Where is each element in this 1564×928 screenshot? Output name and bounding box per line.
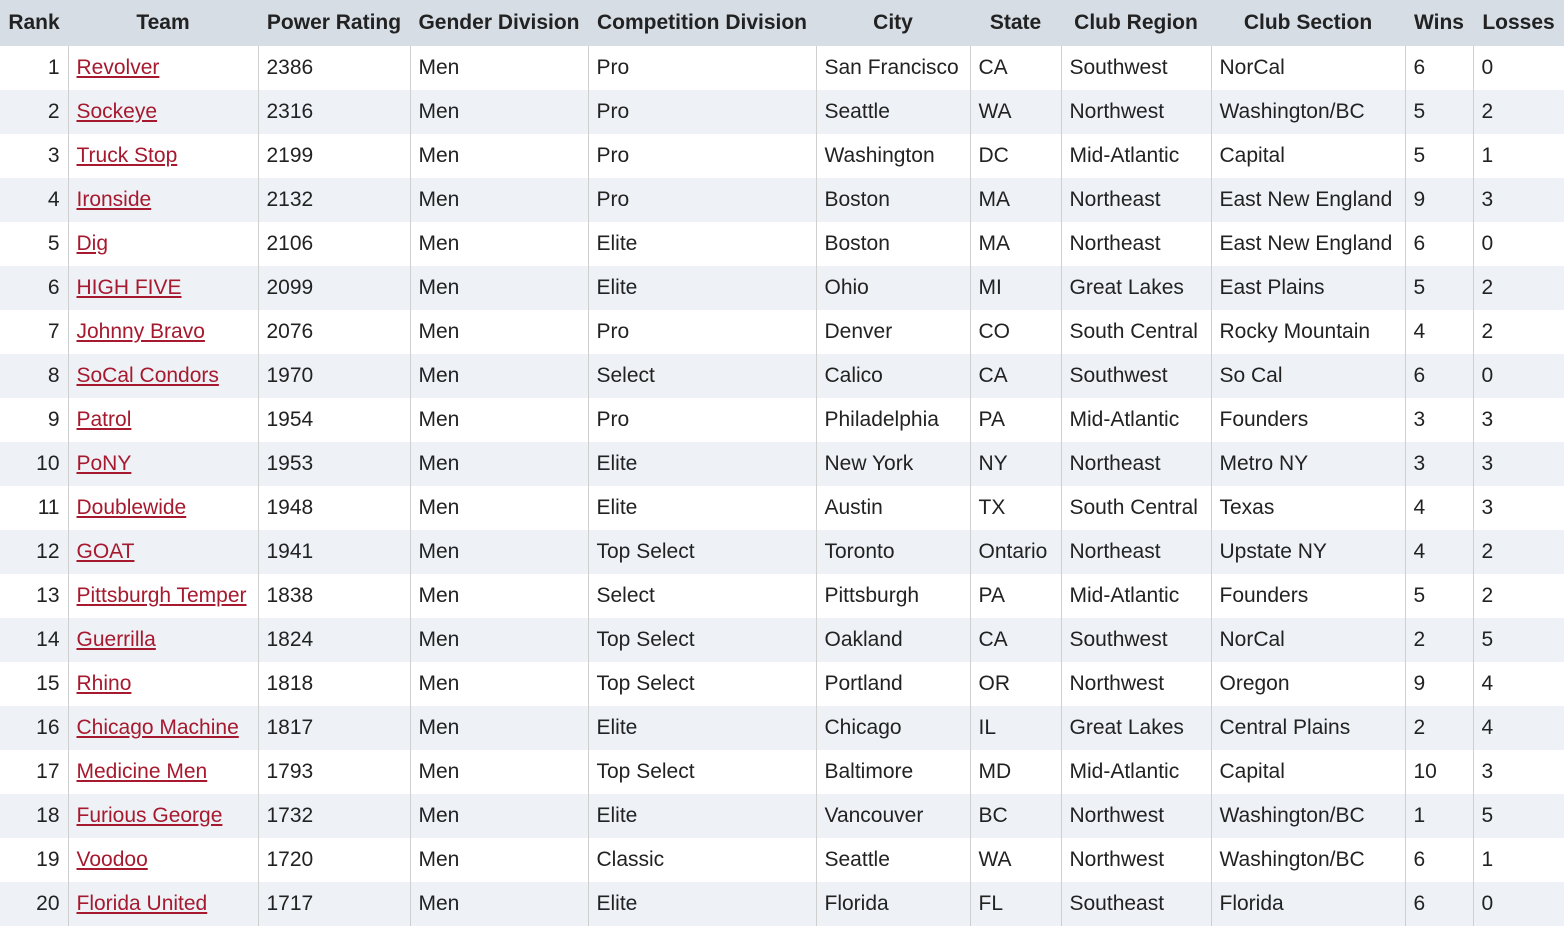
state-cell: MI <box>970 266 1061 310</box>
losses-cell: 3 <box>1473 486 1564 530</box>
team-link[interactable]: PoNY <box>76 452 132 475</box>
gender-division-cell: Men <box>410 442 588 486</box>
power-rating-cell: 2386 <box>258 46 410 90</box>
rank-cell: 8 <box>0 354 68 398</box>
club-section-cell: Upstate NY <box>1211 530 1405 574</box>
state-cell: IL <box>970 706 1061 750</box>
club-region-cell: Southwest <box>1061 618 1211 662</box>
rank-cell: 18 <box>0 794 68 838</box>
competition-division-cell: Elite <box>588 794 816 838</box>
losses-cell: 1 <box>1473 134 1564 178</box>
team-link[interactable]: Guerrilla <box>76 628 156 651</box>
table-row <box>0 178 1564 222</box>
rank-cell: 3 <box>0 134 68 178</box>
wins-cell: 6 <box>1405 46 1473 90</box>
power-rating-cell: 1954 <box>258 398 410 442</box>
table-row <box>0 750 1564 794</box>
team-cell <box>68 266 258 310</box>
gender-division-cell: Men <box>410 882 588 926</box>
team-link[interactable]: Rhino <box>76 672 132 695</box>
competition-division-cell: Select <box>588 354 816 398</box>
rank-cell: 11 <box>0 486 68 530</box>
club-section-cell: East Plains <box>1211 266 1405 310</box>
club-region-cell: Mid-Atlantic <box>1061 134 1211 178</box>
competition-division-cell: Select <box>588 574 816 618</box>
power-rating-cell: 2099 <box>258 266 410 310</box>
state-cell: DC <box>970 134 1061 178</box>
team-link[interactable]: Patrol <box>76 408 132 431</box>
city-cell: Philadelphia <box>816 398 970 442</box>
gender-division-cell: Men <box>410 46 588 90</box>
column-header-team[interactable]: Team <box>68 0 258 46</box>
competition-division-cell: Elite <box>588 442 816 486</box>
competition-division-cell: Elite <box>588 222 816 266</box>
losses-cell: 3 <box>1473 750 1564 794</box>
power-rating-cell: 2316 <box>258 90 410 134</box>
club-section-cell: East New England <box>1211 178 1405 222</box>
gender-division-cell: Men <box>410 354 588 398</box>
gender-division-cell: Men <box>410 706 588 750</box>
table-row <box>0 398 1564 442</box>
city-cell: Seattle <box>816 90 970 134</box>
club-region-cell: Northeast <box>1061 442 1211 486</box>
power-rating-cell: 1824 <box>258 618 410 662</box>
city-cell: Ohio <box>816 266 970 310</box>
team-cell <box>68 662 258 706</box>
losses-cell: 3 <box>1473 178 1564 222</box>
competition-division-cell: Pro <box>588 178 816 222</box>
club-region-cell: Northwest <box>1061 90 1211 134</box>
competition-division-cell: Top Select <box>588 530 816 574</box>
state-cell: FL <box>970 882 1061 926</box>
competition-division-cell: Elite <box>588 706 816 750</box>
header-row <box>0 0 1564 46</box>
team-link[interactable]: Voodoo <box>76 848 148 871</box>
competition-division-cell: Pro <box>588 46 816 90</box>
losses-cell: 0 <box>1473 46 1564 90</box>
wins-cell: 3 <box>1405 442 1473 486</box>
wins-cell: 10 <box>1405 750 1473 794</box>
table-row <box>0 310 1564 354</box>
rank-cell: 14 <box>0 618 68 662</box>
wins-cell: 6 <box>1405 838 1473 882</box>
team-cell <box>68 134 258 178</box>
competition-division-cell: Pro <box>588 134 816 178</box>
city-cell: Denver <box>816 310 970 354</box>
column-header-competition-division[interactable]: Competition Division <box>588 0 816 46</box>
gender-division-cell: Men <box>410 794 588 838</box>
team-cell <box>68 310 258 354</box>
state-cell: NY <box>970 442 1061 486</box>
state-cell: Ontario <box>970 530 1061 574</box>
team-cell <box>68 354 258 398</box>
table-row <box>0 706 1564 750</box>
rank-cell: 15 <box>0 662 68 706</box>
wins-cell: 5 <box>1405 134 1473 178</box>
power-rating-cell: 1720 <box>258 838 410 882</box>
power-rating-cell: 1948 <box>258 486 410 530</box>
state-cell: MA <box>970 178 1061 222</box>
losses-cell: 1 <box>1473 838 1564 882</box>
club-region-cell: Northeast <box>1061 530 1211 574</box>
wins-cell: 4 <box>1405 486 1473 530</box>
wins-cell: 4 <box>1405 310 1473 354</box>
table-header <box>0 0 1564 46</box>
team-link[interactable]: Doublewide <box>76 496 187 519</box>
losses-cell: 3 <box>1473 398 1564 442</box>
club-section-cell: So Cal <box>1211 354 1405 398</box>
table-row <box>0 574 1564 618</box>
wins-cell: 2 <box>1405 706 1473 750</box>
gender-division-cell: Men <box>410 134 588 178</box>
column-header-city[interactable]: City <box>816 0 970 46</box>
column-header-state[interactable]: State <box>970 0 1061 46</box>
city-cell: Vancouver <box>816 794 970 838</box>
table-row <box>0 134 1564 178</box>
losses-cell: 2 <box>1473 574 1564 618</box>
team-cell <box>68 530 258 574</box>
table-row <box>0 662 1564 706</box>
rank-cell: 12 <box>0 530 68 574</box>
gender-division-cell: Men <box>410 838 588 882</box>
club-region-cell: Northeast <box>1061 222 1211 266</box>
table-body <box>0 46 1564 926</box>
wins-cell: 5 <box>1405 574 1473 618</box>
state-cell: OR <box>970 662 1061 706</box>
team-link[interactable]: Medicine Men <box>76 760 208 783</box>
table-row <box>0 354 1564 398</box>
gender-division-cell: Men <box>410 90 588 134</box>
team-cell <box>68 618 258 662</box>
team-cell <box>68 178 258 222</box>
rank-cell: 5 <box>0 222 68 266</box>
team-link[interactable]: GOAT <box>76 540 135 563</box>
table-row <box>0 882 1564 926</box>
state-cell: BC <box>970 794 1061 838</box>
club-section-cell: Founders <box>1211 574 1405 618</box>
team-link[interactable]: Revolver <box>76 56 160 79</box>
power-rating-cell: 2106 <box>258 222 410 266</box>
team-cell <box>68 442 258 486</box>
gender-division-cell: Men <box>410 178 588 222</box>
state-cell: PA <box>970 398 1061 442</box>
state-cell: CA <box>970 354 1061 398</box>
column-header-gender-division[interactable]: Gender Division <box>410 0 588 46</box>
column-header-club-section[interactable]: Club Section <box>1211 0 1405 46</box>
wins-cell: 1 <box>1405 794 1473 838</box>
city-cell: Toronto <box>816 530 970 574</box>
wins-cell: 5 <box>1405 90 1473 134</box>
club-region-cell: Great Lakes <box>1061 266 1211 310</box>
wins-cell: 6 <box>1405 222 1473 266</box>
rank-cell: 17 <box>0 750 68 794</box>
wins-cell: 9 <box>1405 178 1473 222</box>
club-region-cell: Great Lakes <box>1061 706 1211 750</box>
power-rating-cell: 1838 <box>258 574 410 618</box>
club-region-cell: Northeast <box>1061 178 1211 222</box>
team-link[interactable]: Pittsburgh Temper <box>76 584 247 607</box>
competition-division-cell: Top Select <box>588 618 816 662</box>
state-cell: MA <box>970 222 1061 266</box>
gender-division-cell: Men <box>410 266 588 310</box>
city-cell: Oakland <box>816 618 970 662</box>
team-cell <box>68 706 258 750</box>
club-region-cell: Northwest <box>1061 838 1211 882</box>
club-region-cell: Mid-Atlantic <box>1061 398 1211 442</box>
team-link[interactable]: HIGH FIVE <box>76 276 182 299</box>
club-region-cell: Mid-Atlantic <box>1061 750 1211 794</box>
gender-division-cell: Men <box>410 662 588 706</box>
losses-cell: 4 <box>1473 662 1564 706</box>
power-rating-cell: 1970 <box>258 354 410 398</box>
competition-division-cell: Top Select <box>588 750 816 794</box>
column-header-wins[interactable]: Wins <box>1405 0 1473 46</box>
competition-division-cell: Pro <box>588 90 816 134</box>
power-rating-cell: 2076 <box>258 310 410 354</box>
city-cell: Seattle <box>816 838 970 882</box>
team-link[interactable]: Chicago Machine <box>76 716 239 739</box>
power-rating-cell: 1953 <box>258 442 410 486</box>
losses-cell: 2 <box>1473 266 1564 310</box>
rank-cell: 16 <box>0 706 68 750</box>
wins-cell: 5 <box>1405 266 1473 310</box>
state-cell: CA <box>970 618 1061 662</box>
gender-division-cell: Men <box>410 310 588 354</box>
power-rating-cell: 1732 <box>258 794 410 838</box>
city-cell: Washington <box>816 134 970 178</box>
wins-cell: 9 <box>1405 662 1473 706</box>
column-header-rank[interactable]: Rank <box>0 0 68 46</box>
club-section-cell: Washington/BC <box>1211 794 1405 838</box>
state-cell: CO <box>970 310 1061 354</box>
team-cell <box>68 398 258 442</box>
table-row <box>0 46 1564 90</box>
rank-cell: 6 <box>0 266 68 310</box>
rank-cell: 9 <box>0 398 68 442</box>
wins-cell: 3 <box>1405 398 1473 442</box>
wins-cell: 2 <box>1405 618 1473 662</box>
table-row <box>0 266 1564 310</box>
city-cell: Chicago <box>816 706 970 750</box>
rank-cell: 20 <box>0 882 68 926</box>
losses-cell: 0 <box>1473 354 1564 398</box>
power-rating-cell: 2132 <box>258 178 410 222</box>
team-cell <box>68 486 258 530</box>
rank-cell: 7 <box>0 310 68 354</box>
club-region-cell: Southwest <box>1061 354 1211 398</box>
power-rating-cell: 1941 <box>258 530 410 574</box>
competition-division-cell: Top Select <box>588 662 816 706</box>
losses-cell: 5 <box>1473 618 1564 662</box>
club-section-cell: NorCal <box>1211 618 1405 662</box>
city-cell: Boston <box>816 222 970 266</box>
rank-cell: 13 <box>0 574 68 618</box>
city-cell: Baltimore <box>816 750 970 794</box>
table-row <box>0 794 1564 838</box>
power-rating-cell: 2199 <box>258 134 410 178</box>
column-header-power-rating[interactable]: Power Rating <box>258 0 410 46</box>
column-header-losses[interactable]: Losses <box>1473 0 1564 46</box>
rank-cell: 10 <box>0 442 68 486</box>
city-cell: Florida <box>816 882 970 926</box>
gender-division-cell: Men <box>410 574 588 618</box>
wins-cell: 6 <box>1405 354 1473 398</box>
club-section-cell: Oregon <box>1211 662 1405 706</box>
club-section-cell: NorCal <box>1211 46 1405 90</box>
team-cell <box>68 750 258 794</box>
table-row <box>0 222 1564 266</box>
competition-division-cell: Pro <box>588 310 816 354</box>
team-link[interactable]: Florida United <box>76 892 208 915</box>
club-section-cell: Texas <box>1211 486 1405 530</box>
gender-division-cell: Men <box>410 398 588 442</box>
team-link[interactable]: SoCal Condors <box>76 364 219 387</box>
city-cell: San Francisco <box>816 46 970 90</box>
competition-division-cell: Classic <box>588 838 816 882</box>
power-rating-cell: 1818 <box>258 662 410 706</box>
table-row <box>0 486 1564 530</box>
rank-cell: 19 <box>0 838 68 882</box>
table-row <box>0 442 1564 486</box>
club-region-cell: South Central <box>1061 486 1211 530</box>
table-row <box>0 530 1564 574</box>
gender-division-cell: Men <box>410 486 588 530</box>
club-section-cell: Metro NY <box>1211 442 1405 486</box>
rank-cell: 2 <box>0 90 68 134</box>
club-section-cell: Florida <box>1211 882 1405 926</box>
team-link[interactable]: Ironside <box>76 188 152 211</box>
club-region-cell: Northwest <box>1061 662 1211 706</box>
state-cell: CA <box>970 46 1061 90</box>
rank-cell: 1 <box>0 46 68 90</box>
city-cell: Boston <box>816 178 970 222</box>
team-cell <box>68 838 258 882</box>
competition-division-cell: Elite <box>588 486 816 530</box>
team-cell <box>68 574 258 618</box>
team-cell <box>68 90 258 134</box>
club-region-cell: Mid-Atlantic <box>1061 574 1211 618</box>
club-section-cell: Founders <box>1211 398 1405 442</box>
team-link[interactable]: Johnny Bravo <box>76 320 205 343</box>
state-cell: WA <box>970 838 1061 882</box>
state-cell: WA <box>970 90 1061 134</box>
losses-cell: 5 <box>1473 794 1564 838</box>
club-section-cell: Washington/BC <box>1211 90 1405 134</box>
state-cell: MD <box>970 750 1061 794</box>
city-cell: New York <box>816 442 970 486</box>
gender-division-cell: Men <box>410 530 588 574</box>
team-link[interactable]: Furious George <box>76 804 223 827</box>
gender-division-cell: Men <box>410 618 588 662</box>
club-region-cell: South Central <box>1061 310 1211 354</box>
wins-cell: 4 <box>1405 530 1473 574</box>
city-cell: Pittsburgh <box>816 574 970 618</box>
city-cell: Austin <box>816 486 970 530</box>
competition-division-cell: Elite <box>588 882 816 926</box>
city-cell: Portland <box>816 662 970 706</box>
losses-cell: 3 <box>1473 442 1564 486</box>
club-section-cell: Central Plains <box>1211 706 1405 750</box>
losses-cell: 2 <box>1473 530 1564 574</box>
competition-division-cell: Elite <box>588 266 816 310</box>
club-section-cell: Rocky Mountain <box>1211 310 1405 354</box>
state-cell: PA <box>970 574 1061 618</box>
power-rating-cell: 1793 <box>258 750 410 794</box>
power-rating-cell: 1817 <box>258 706 410 750</box>
team-link[interactable]: Dig <box>76 232 109 255</box>
team-cell <box>68 882 258 926</box>
team-link[interactable]: Truck Stop <box>76 144 178 167</box>
losses-cell: 2 <box>1473 90 1564 134</box>
state-cell: TX <box>970 486 1061 530</box>
club-region-cell: Southwest <box>1061 46 1211 90</box>
club-section-cell: Capital <box>1211 750 1405 794</box>
wins-cell: 6 <box>1405 882 1473 926</box>
gender-division-cell: Men <box>410 222 588 266</box>
competition-division-cell: Pro <box>588 398 816 442</box>
table-row <box>0 618 1564 662</box>
team-cell <box>68 794 258 838</box>
club-region-cell: Southeast <box>1061 882 1211 926</box>
club-section-cell: East New England <box>1211 222 1405 266</box>
team-cell <box>68 46 258 90</box>
club-section-cell: Washington/BC <box>1211 838 1405 882</box>
losses-cell: 2 <box>1473 310 1564 354</box>
losses-cell: 4 <box>1473 706 1564 750</box>
table-row <box>0 838 1564 882</box>
power-rating-cell: 1717 <box>258 882 410 926</box>
column-header-club-region[interactable]: Club Region <box>1061 0 1211 46</box>
club-region-cell: Northwest <box>1061 794 1211 838</box>
city-cell: Calico <box>816 354 970 398</box>
table-row <box>0 90 1564 134</box>
team-cell <box>68 222 258 266</box>
club-section-cell: Capital <box>1211 134 1405 178</box>
losses-cell: 0 <box>1473 882 1564 926</box>
gender-division-cell: Men <box>410 750 588 794</box>
rank-cell: 4 <box>0 178 68 222</box>
team-link[interactable]: Sockeye <box>76 100 158 123</box>
losses-cell: 0 <box>1473 222 1564 266</box>
